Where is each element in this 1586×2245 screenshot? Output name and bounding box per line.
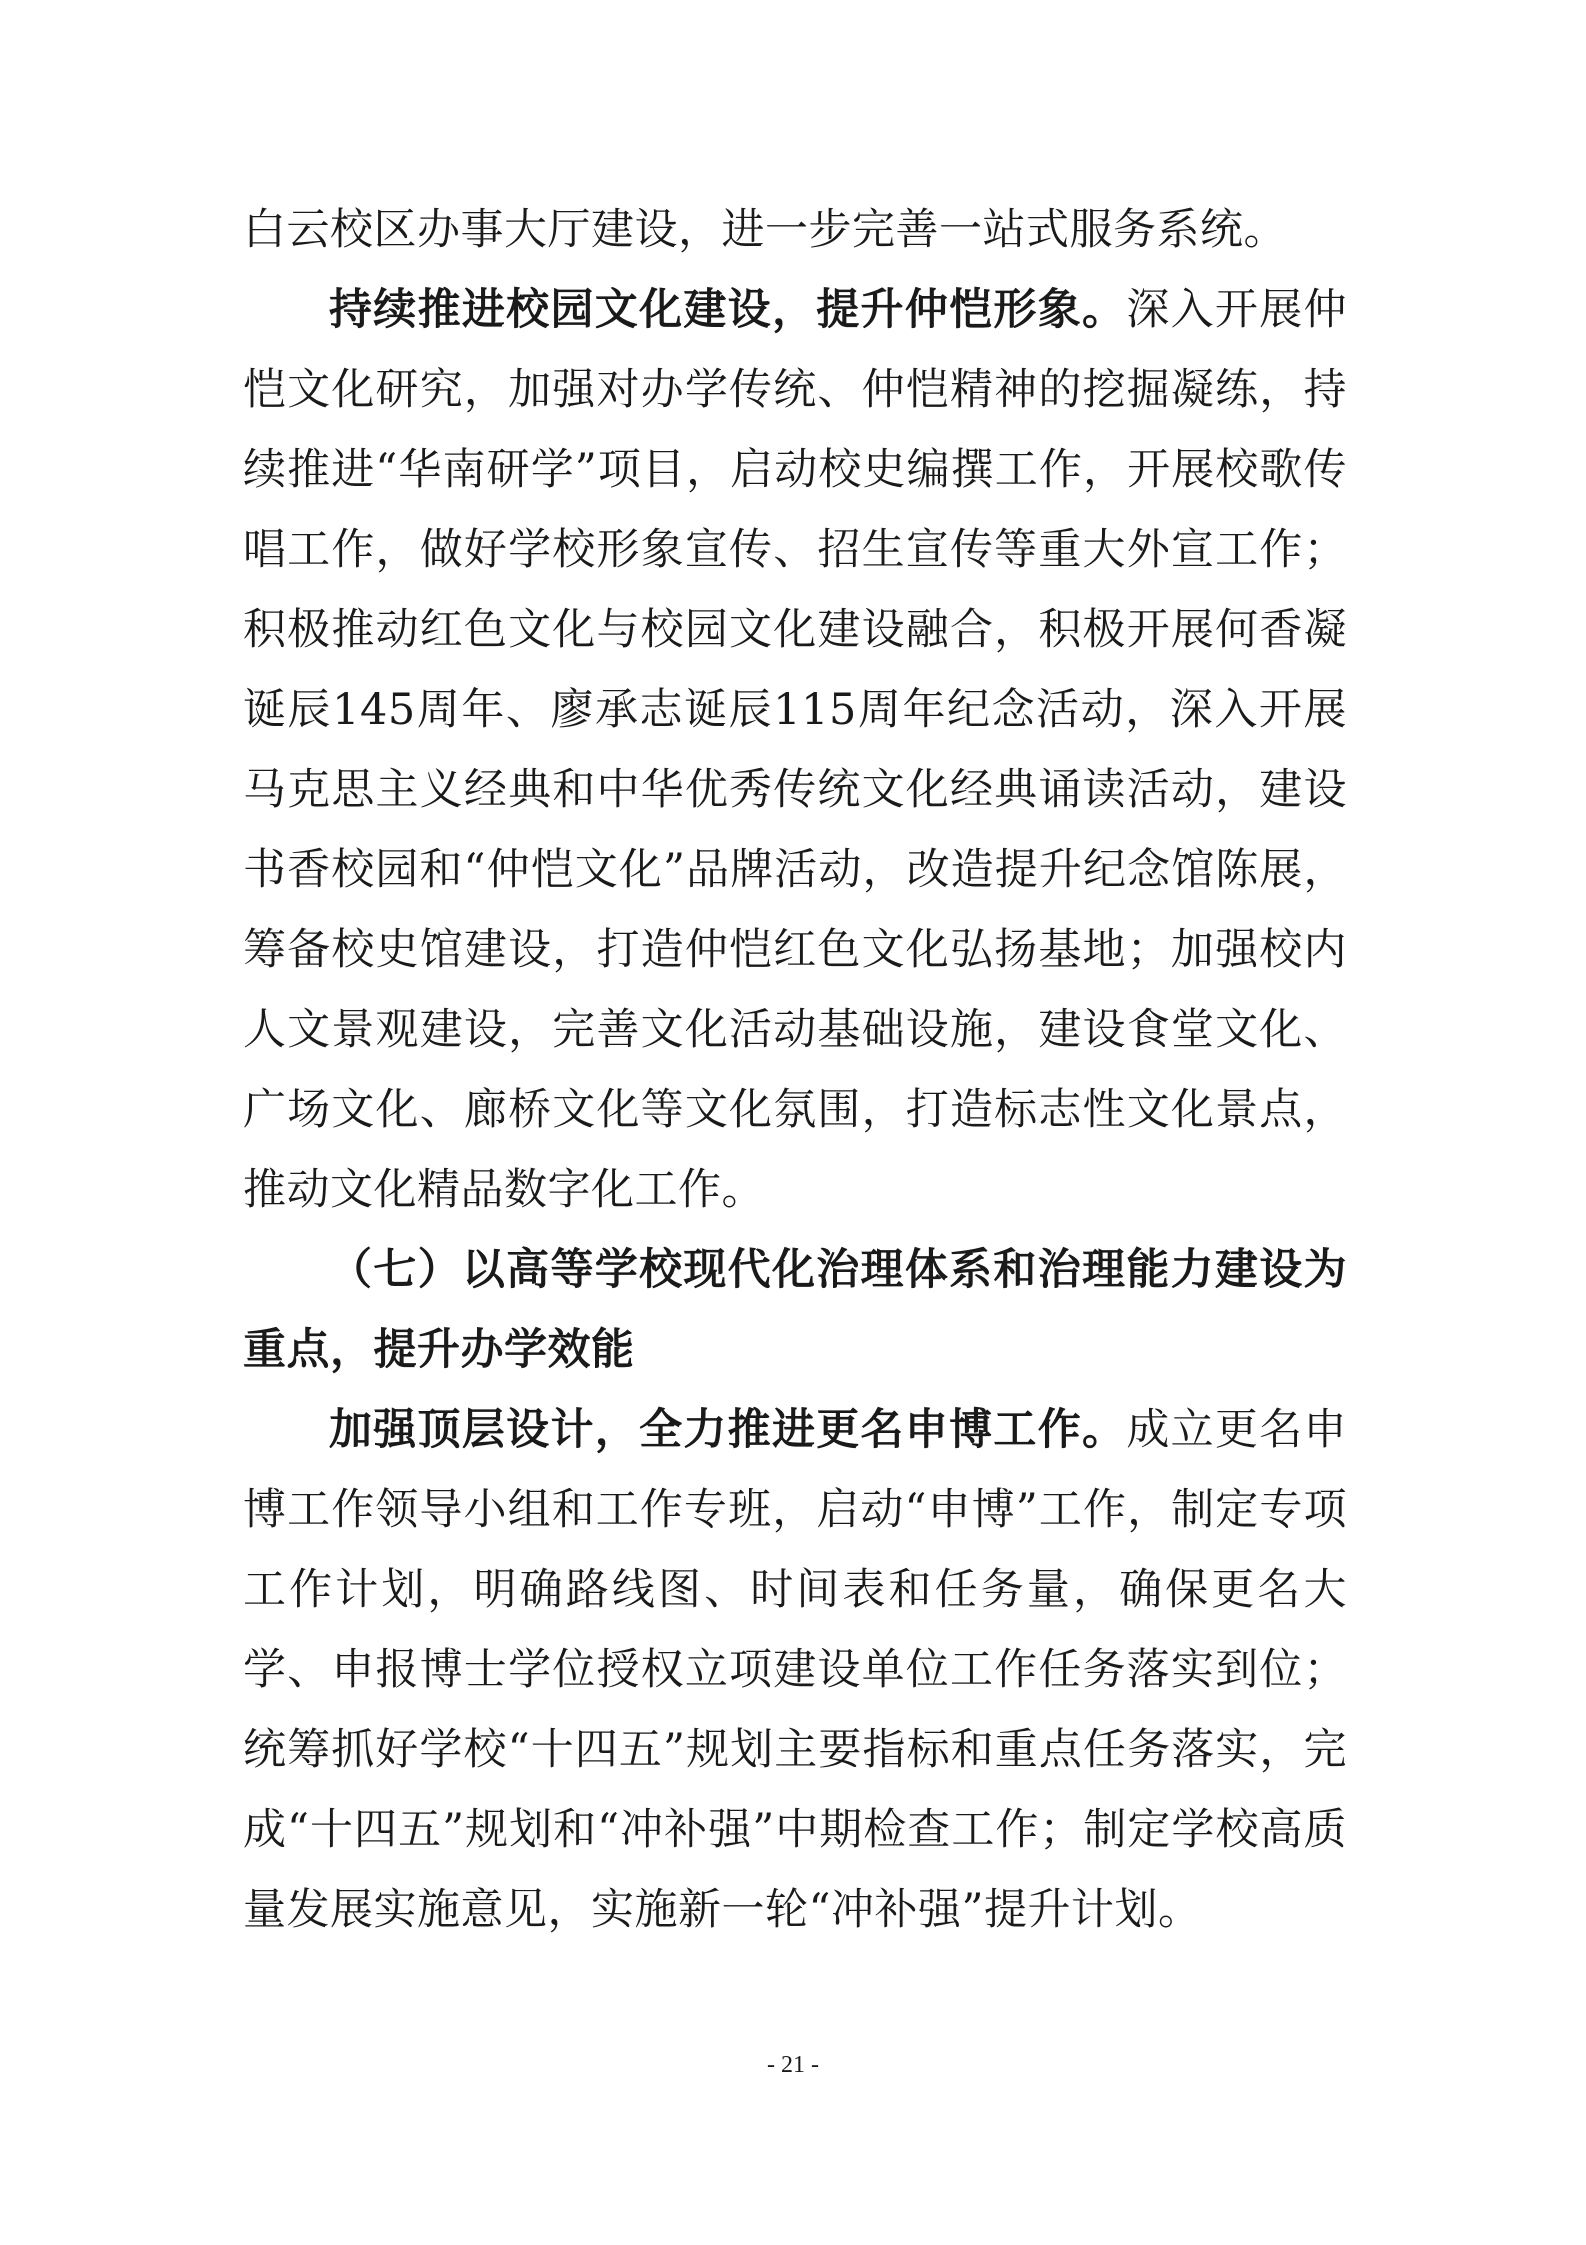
document-body [243,190,1347,1950]
paragraph-continuation [243,190,1347,270]
section-heading: （七）以高等学校现代化治理体系和治理能力建设为重点，提升办学效能 [243,1245,1347,1375]
paragraph-text: 白云校区办事大厅建设，进一步完善一站式服务系统。 [243,205,1287,255]
paragraph-lead: 加强顶层设计，全力推进更名申博工作。 [329,1405,1127,1455]
paragraph-text: 成立更名申博工作领导小组和工作专班，启动“申博”工作，制定专项工作计划，明确路线图、时间表和任务量，确保更名大学、申报博士学位授权立项建设单位工作任务落实到位；统筹抓好学校“十四五”规划主要指标和重点任务落实，完成“十四五”规划和“冲补强”中期检查工作；制定学校高质量发展实施意见，实施新一轮“冲补强”提升计划。 [243,1405,1348,1935]
paragraph-campus-culture [243,270,1347,1230]
paragraph-text: 深入开展仲恺文化研究，加强对办学传统、仲恺精神的挖掘凝练，持续推进“华南研学”项目，启动校史编撰工作，开展校歌传唱工作，做好学校形象宣传、招生宣传等重大外宣工作；积极推动红色文化与校园文化建设融合，积极开展何香凝诞辰145周年、廖承志诞辰115周年纪念活动，深入开展马克思主义经典和中华优秀传统文化经典诵读活动，建设书香校园和“仲恺文化”品牌活动，改造提升纪念馆陈展，筹备校史馆建设，打造仲恺红色文化弘扬基地；加强校内人文景观建设，完善文化活动基础设施，建设食堂文化、广场文化、廊桥文化等文化氛围，打造标志性文化景点，推动文化精品数字化工作。 [243,285,1348,1215]
page-number: - 21 - [767,2052,819,2078]
paragraph-top-level-design [243,1390,1347,1950]
paragraph-lead: 持续推进校园文化建设，提升仲恺形象。 [329,285,1127,335]
